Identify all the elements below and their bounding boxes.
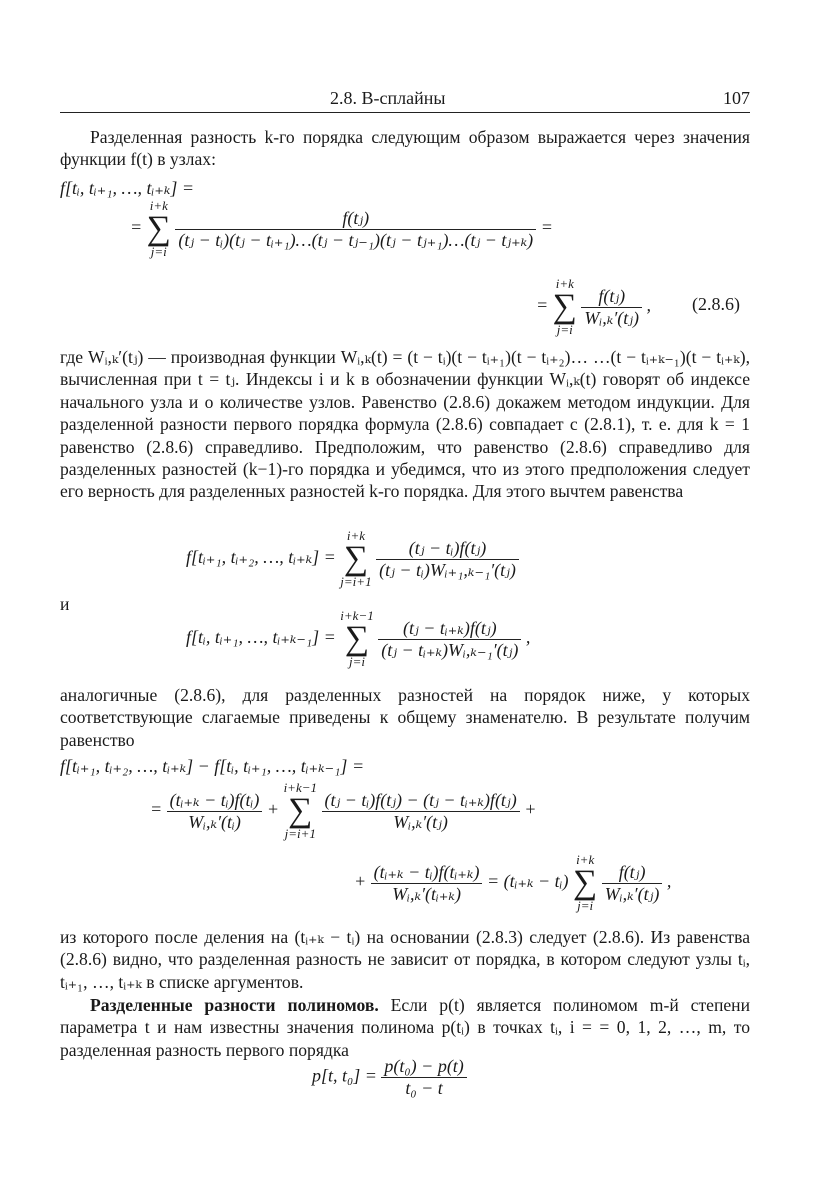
eq1-line2 [130,198,553,260]
eq3-sum-bottom: j=i [349,654,366,669]
eq2-sum-top: i+k [346,528,366,543]
eq4-fraction4 [602,862,663,905]
eq4-numerator4: f(tⱼ) [602,862,663,884]
eq5-denominator: t₀ − t [405,1078,443,1098]
eq4-fraction2 [322,790,520,833]
eq1-fraction [175,208,536,251]
eq4-comma: , [666,871,672,892]
eq3-denominator: (tⱼ − tᵢ₊ₖ)Wᵢ,ₖ₋₁′(tⱼ) [381,639,519,660]
eq3 [186,608,530,670]
page-number: 107 [723,88,750,108]
eq1-sum2-top: i+k [555,276,574,291]
eq4-fraction3 [371,862,483,905]
paragraph-intro: Разделенная разность k-го порядка следующим образом выражается через значения функции f(t) в узлах: [60,127,750,170]
eq4-eq-sign: = [150,799,163,820]
eq4-denominator4: Wᵢ,ₖ′(tⱼ) [604,883,660,904]
eq4-line3 [354,852,671,914]
eq4-mid: = (tᵢ₊ₖ − tᵢ) [486,871,569,892]
sigma-icon: ∑ [288,792,313,829]
paragraph-polynomials [60,994,750,1061]
eq2-numerator: (tⱼ − tᵢ)f(tⱼ) [376,538,519,560]
eq2-denominator: (tⱼ − tᵢ)Wᵢ₊₁,ₖ₋₁′(tⱼ) [379,559,516,580]
conjunction-and: и [60,594,70,614]
eq4-numerator2: (tⱼ − tᵢ)f(tⱼ) − (tⱼ − tᵢ₊ₖ)f(tⱼ) [322,790,520,812]
equation-number: (2.8.6) [692,294,740,314]
eq1-sum-bottom: j=i [150,244,167,259]
eq1-sum [147,198,171,260]
eq1-fraction2 [581,286,642,329]
eq3-sum [340,608,373,670]
eq4-sum2-top: i+k [576,852,595,867]
eq4-sum-bottom: j=i+1 [284,826,316,841]
eq2 [186,528,519,590]
paragraph-induction: где Wᵢ,ₖ′(tⱼ) — производная функции Wᵢ,ₖ(t) = (t − tᵢ)(t − tᵢ₊₁)(t − tᵢ₊₂)… …(t − tᵢ₊ₖ₋₁)(t − tᵢ₊ₖ), вычисленная при t = tⱼ. Индексы i и k в обозначении функции Wᵢ,ₖ(t) говорят об индексе начального узла и о количестве узлов. Равенство (2.8.6) докажем методом индукции. Для разделенной разности первого порядка формула (2.8.6) совпадает с (2.8.1), т. е. для k = 1 равенство (2.8.6) справедливо. Предположим, что равенство (2.8.6) справедливо для разделенных разностей (k−1)-го порядка и убедимся, что из этого предположения следует его верность для разделенных разностей k-го порядка. Для этого вычтем равенства [60,347,750,502]
paragraph-analogous: аналогичные (2.8.6), для разделенных разностей на порядок ниже, у которых соответствующие слагаемые приведены к общему знаменателю. В результате получим равенство [60,685,750,750]
eq4-numerator3: (tᵢ₊ₖ − tᵢ)f(tᵢ₊ₖ) [371,862,483,884]
eq3-comma: , [525,627,531,648]
eq3-lhs: f[tᵢ, tᵢ₊₁, …, tᵢ₊ₖ₋₁] = [186,627,336,648]
eq5-numerator: p(t₀) − p(t) [381,1056,466,1078]
eq1-denominator2: Wᵢ,ₖ′(tⱼ) [584,307,639,328]
eq1-line3 [536,276,651,338]
section-run-in-heading: Разделенные разности полиномов. [90,995,379,1015]
eq4-sum-top: i+k−1 [283,780,317,795]
eq1-comma: , [646,295,651,316]
running-header [60,86,750,113]
eq1-denominator: (tⱼ − tᵢ)(tⱼ − tᵢ₊₁)…(tⱼ − tⱼ₋₁)(tⱼ − tⱼ₊₁)…(tⱼ − tⱼ₊ₖ) [178,229,534,250]
eq2-lhs: f[tᵢ₊₁, tᵢ₊₂, …, tᵢ₊ₖ] = [186,547,336,568]
eq4-fraction1 [167,790,263,833]
eq1-numerator: f(tⱼ) [175,208,536,230]
eq4-line2 [150,780,536,842]
section-title: 2.8. B-сплайны [330,88,446,108]
eq1-sum-top: i+k [149,198,168,213]
eq4-sum2 [573,852,597,914]
eq4-plus2: + [524,799,537,820]
eq1-trail: = [540,217,553,238]
eq4-sum2-bottom: j=i [577,898,594,913]
paragraph-conclusion: из которого после деления на (tᵢ₊ₖ − tᵢ) на основании (2.8.3) следует (2.8.6). Из равенства (2.8.6) видно, что разделенная разность не зависит от порядка, в котором следуют узлы tᵢ, tᵢ₊₁, …, tᵢ₊ₖ в списке аргументов. [60,927,750,992]
eq5-fraction [381,1056,466,1099]
sigma-icon: ∑ [573,864,598,901]
eq4-plus1: + [266,799,280,820]
eq4-plus3: + [354,871,367,892]
eq3-sum-top: i+k−1 [340,608,374,623]
eq5 [312,1056,467,1099]
eq2-sum-bottom: j=i+1 [340,574,372,589]
sigma-icon: ∑ [552,288,577,325]
eq4-sum [284,780,317,842]
eq1-sum2 [553,276,577,338]
eq1-sum2-bottom: j=i [556,322,573,337]
eq1-lhs: f[tᵢ, tᵢ₊₁, …, tᵢ₊ₖ] = [60,178,195,198]
eq1-eq-sign: = [130,217,143,238]
eq4-lhs: f[tᵢ₊₁, tᵢ₊₂, …, tᵢ₊ₖ] − f[tᵢ, tᵢ₊₁, …, tᵢ₊ₖ₋₁] = [60,756,365,776]
eq4-denominator2: Wᵢ,ₖ′(tⱼ) [393,811,448,832]
eq5-lhs: p[t, t₀] = [312,1065,377,1086]
sigma-icon: ∑ [344,620,370,657]
sigma-icon: ∑ [146,210,171,247]
eq1-line3-eq: = [536,295,549,316]
sigma-icon: ∑ [343,540,369,577]
eq3-numerator: (tⱼ − tᵢ₊ₖ)f(tⱼ) [378,618,521,640]
eq2-fraction [376,538,519,581]
eq4-denominator3: Wᵢ,ₖ′(tᵢ₊ₖ) [392,883,461,904]
paragraph-polynomials-text: Если p(t) является полиномом m-й степени параметра t и нам известны значения полинома p(tᵢ) в точках tᵢ, i = = 0, 1, 2, …, m, то разделенная разность первого порядка [60,995,750,1060]
eq4-denominator1: Wᵢ,ₖ′(tᵢ) [188,811,241,832]
eq1-numerator2: f(tⱼ) [581,286,642,308]
eq4-numerator1: (tᵢ₊ₖ − tᵢ)f(tᵢ) [167,790,263,812]
eq2-sum [340,528,371,590]
eq3-fraction [378,618,521,661]
